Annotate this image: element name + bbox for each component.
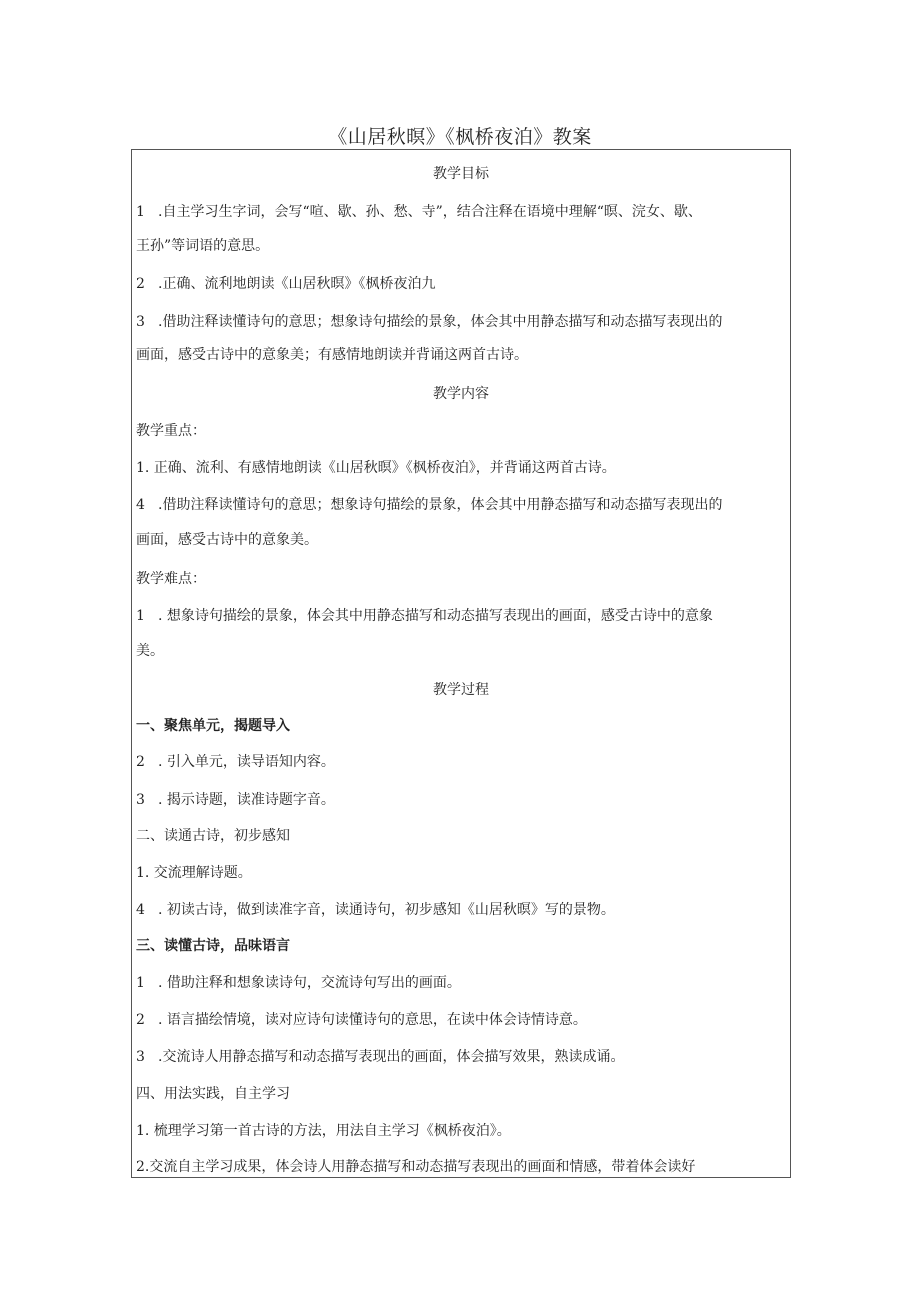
step-3-item-a [136, 973, 786, 993]
item-number: 3 [136, 1049, 145, 1065]
step-2-title: 二、读通古诗，初步感知 [136, 828, 290, 844]
goal-item-3 [136, 312, 786, 332]
difficulty-label: 教学难点： [136, 571, 206, 587]
item-number: 3 [136, 314, 145, 330]
goal-item-1-text: .自主学习生字词，会写“喧、歇、孙、愁、寺”，结合注释在语境中理解“暝、浣女、歇、 [158, 204, 702, 220]
key-point-2-text: .借助注释读懂诗句的意思；想象诗句描绘的景象，体会其中用静态描写和动态描写表现出的 [158, 497, 723, 513]
process-heading: 教学过程 [433, 682, 489, 698]
step-2-item-b [136, 900, 786, 920]
key-point-1: 1. 正确、流利、有感情地朗读《山居秋暝》《枫桥夜泊》，并背诵这两首古诗。 [136, 460, 616, 476]
step-1-item-b [136, 790, 786, 810]
item-number: 3 [136, 792, 145, 808]
step-4-item-a: 1. 梳理学习第一首古诗的方法，用法自主学习《枫桥夜泊》。 [136, 1123, 511, 1139]
goal-item-1 [136, 202, 786, 222]
goal-item-3-text: .借助注释读懂诗句的意思；想象诗句描绘的景象，体会其中用静态描写和动态描写表现出的 [158, 314, 723, 330]
document-title: 《山居秋暝》《枫桥夜泊》教案 [328, 126, 592, 148]
difficulty-1-continuation: 美。 [136, 643, 164, 659]
goals-heading: 教学目标 [433, 166, 489, 182]
item-number: 4 [136, 902, 145, 918]
item-number: 2 [136, 276, 145, 292]
step-1-item-a-text: . 引入单元，读导语知内容。 [158, 754, 335, 770]
item-number: 2 [136, 754, 145, 770]
item-number: 2 [136, 1012, 145, 1028]
step-3-item-c [136, 1047, 786, 1067]
item-number: 1 [136, 204, 145, 220]
key-points-label: 教学重点： [136, 423, 206, 439]
key-point-2 [136, 495, 786, 515]
step-2-item-a: 1. 交流理解诗题。 [136, 865, 252, 881]
step-2-item-b-text: . 初读古诗，做到读准字音，读通诗句，初步感知《山居秋暝》写的景物。 [158, 902, 615, 918]
item-number: 4 [136, 497, 145, 513]
step-3-item-b-text: . 语言描绘情境，读对应诗句读懂诗句的意思，在读中体会诗情诗意。 [158, 1012, 587, 1028]
item-number: 1 [136, 975, 145, 991]
step-3-item-a-text: . 借助注释和想象读诗句，交流诗句写出的画面。 [158, 975, 461, 991]
step-4-title: 四、用法实践，自主学习 [136, 1086, 290, 1102]
key-point-2-continuation: 画面，感受古诗中的意象美。 [136, 532, 318, 548]
step-1-title: 一、聚焦单元，揭题导入 [136, 718, 290, 734]
difficulty-1-text: . 想象诗句描绘的景象，体会其中用静态描写和动态描写表现出的画面，感受古诗中的意象 [158, 608, 713, 624]
content-heading: 教学内容 [433, 386, 489, 402]
goal-item-1-continuation: 王孙”等词语的意思。 [136, 238, 270, 254]
step-1-item-a [136, 752, 786, 772]
goal-item-2 [136, 274, 786, 294]
step-3-item-b [136, 1010, 786, 1030]
step-1-item-b-text: . 揭示诗题，读准诗题字音。 [158, 792, 335, 808]
difficulty-1 [136, 606, 786, 626]
step-3-item-c-text: .交流诗人用静态描写和动态描写表现出的画面，体会描写效果，熟读成诵。 [158, 1049, 625, 1065]
step-4-item-b: 2.交流自主学习成果，体会诗人用静态描写和动态描写表现出的画面和情感，带着体会读好 [136, 1159, 696, 1175]
step-3-title: 三、读懂古诗，品味语言 [136, 938, 290, 954]
goal-item-2-text: .正确、流利地朗读《山居秋暝》《枫桥夜泊九 [158, 276, 436, 292]
lesson-plan-table [131, 149, 791, 1178]
goal-item-3-continuation: 画面，感受古诗中的意象美；有感情地朗读并背诵这两首古诗。 [136, 347, 528, 363]
item-number: 1 [136, 608, 145, 624]
